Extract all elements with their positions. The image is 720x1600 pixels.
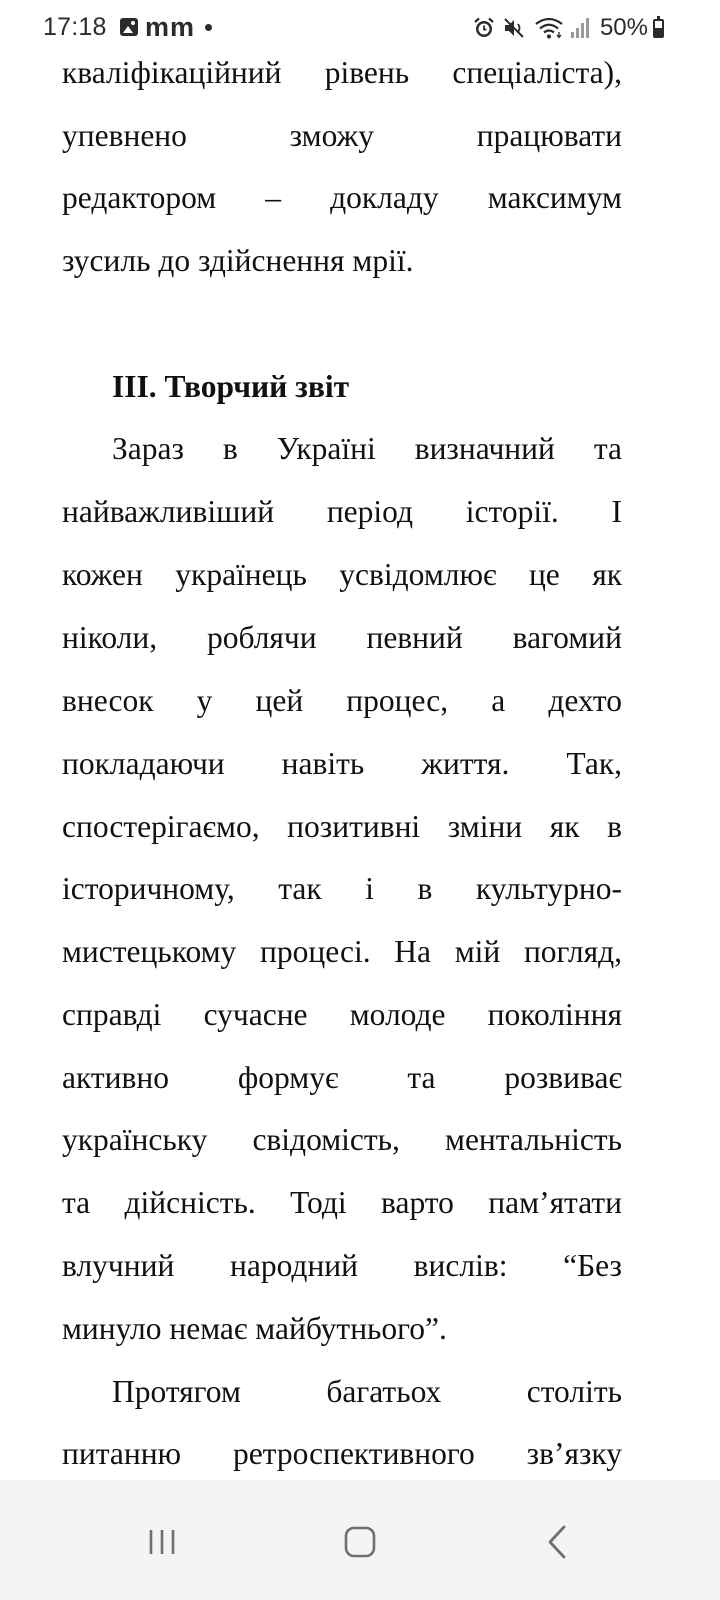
recent-apps-icon: [146, 1526, 178, 1558]
battery-level-fill: [655, 28, 662, 36]
section-heading: ІІІ. Творчий звіт: [112, 369, 350, 404]
text-line: зусиль до здійснення мрії.: [62, 243, 414, 278]
text-line: активно формує та розвиває: [62, 1060, 622, 1095]
home-icon: [343, 1525, 377, 1559]
text-line: кваліфікаційний рівень спеціаліста),: [62, 55, 622, 90]
m-icon: m: [145, 11, 169, 42]
text-line: ніколи, роблячи певний вагомий: [62, 620, 622, 655]
text-line: найважливіший період історії. І: [62, 494, 622, 529]
text-line: історичному, так і в культурно-: [62, 871, 622, 906]
home-button[interactable]: [320, 1502, 400, 1582]
text-line: влучний народний вислів: “Без: [62, 1248, 622, 1283]
text-line: минуло немає майбутнього”.: [62, 1311, 447, 1346]
text-line: та дійсність. Тоді варто пам’ятати: [62, 1185, 622, 1220]
alarm-icon: [472, 16, 496, 40]
more-notifications-dot-icon: [205, 24, 212, 31]
battery-icon: [653, 19, 664, 38]
text-line: Протягом багатьох століть: [112, 1374, 622, 1409]
back-chevron-icon: [542, 1524, 572, 1560]
status-time: 17:18: [43, 13, 107, 41]
text-line: мистецькому процесі. На мій погляд,: [62, 934, 622, 969]
back-button[interactable]: [517, 1502, 597, 1582]
battery-percent: 50%: [599, 14, 648, 41]
m-icon: m: [170, 11, 194, 42]
gallery-icon: [120, 18, 138, 36]
text-line: українську свідомість, ментальність: [62, 1122, 622, 1157]
text-line: покладаючи навіть життя. Так,: [62, 746, 622, 781]
system-status-icons: [466, 12, 664, 44]
mute-icon: [502, 16, 528, 40]
text-line: Зараз в Україні визначний та: [112, 431, 622, 466]
text-line: спостерігаємо, позитивні зміни як в: [62, 809, 622, 844]
text-line: справді сучасне молоде покоління: [62, 997, 622, 1032]
text-line: питанню ретроспективного зв’язку: [62, 1436, 622, 1471]
text-line: внесок у цей процес, а дехто: [62, 683, 622, 718]
signal-icon: [570, 16, 592, 40]
status-bar: [0, 0, 720, 56]
navigation-bar: [0, 1480, 720, 1600]
recent-apps-button[interactable]: [122, 1502, 202, 1582]
text-line: редактором – докладу максимум: [62, 180, 622, 215]
text-line: кожен українець усвідомлює це як: [62, 557, 622, 592]
wifi-icon: [534, 16, 564, 40]
notification-icons: [120, 12, 212, 42]
text-line: упевнено зможу працювати: [62, 118, 622, 153]
